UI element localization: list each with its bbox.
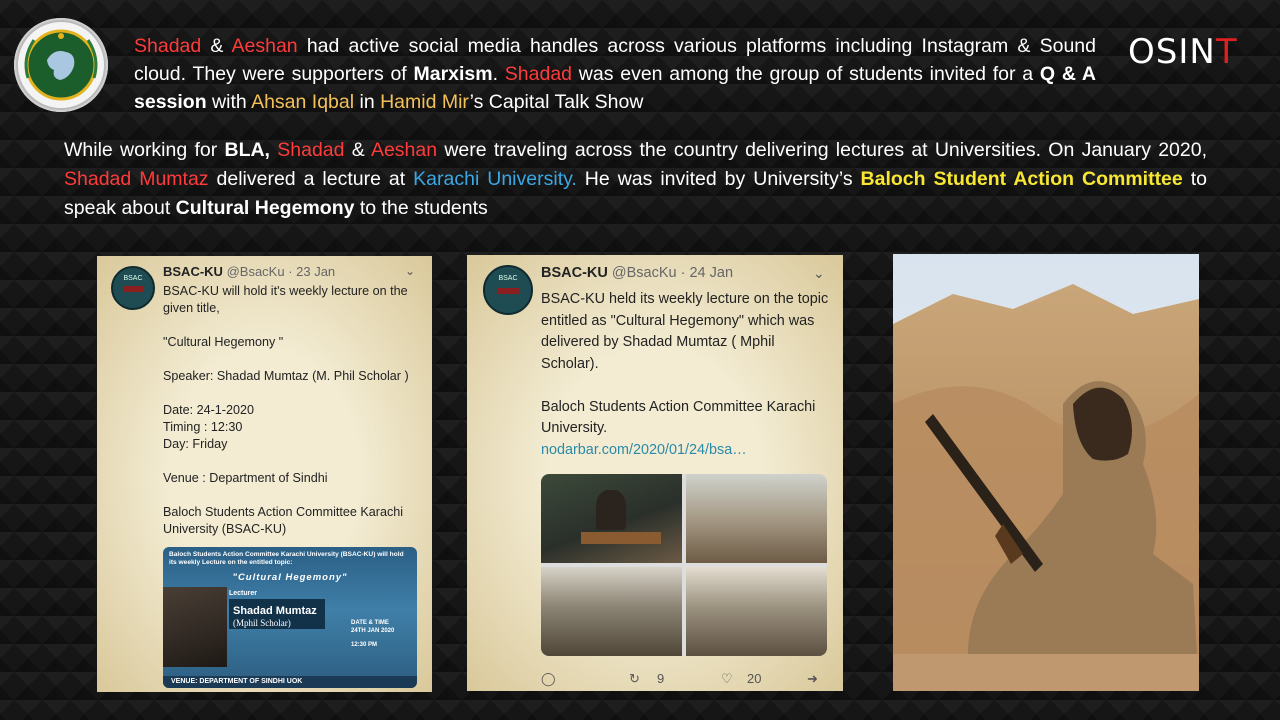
text-segment: & (344, 139, 371, 161)
chevron-down-icon[interactable]: ⌄ (405, 264, 416, 278)
name-shadad: Shadad (277, 139, 345, 161)
graduation-cap-icon (123, 286, 143, 292)
text-segment: in (354, 91, 381, 113)
tweet-header (541, 265, 733, 281)
text-segment: was even among the group of students invited for a (572, 63, 1040, 85)
lecture-photo-speaker[interactable] (541, 474, 682, 563)
name-shadad: Shadad (134, 35, 202, 57)
text-segment: . (492, 63, 505, 85)
place-karachi-university: Karachi University. (413, 168, 577, 190)
account-handle-date: @BsacKu · 24 Jan (611, 265, 734, 281)
poster-time: 12:30 PM (351, 642, 378, 648)
text-segment: ’s Capital Talk Show (469, 91, 644, 113)
text-segment: with (206, 91, 252, 113)
tweet-actions (541, 671, 831, 691)
term-cultural-hegemony: Cultural Hegemony (175, 197, 355, 219)
lecture-photo-students[interactable] (686, 567, 827, 656)
chevron-down-icon[interactable]: ⌄ (813, 265, 825, 281)
tweet-card-announcement (97, 256, 432, 692)
reply-icon[interactable]: ◯ (541, 671, 556, 686)
avatar (483, 265, 533, 315)
photo-scene (893, 254, 1199, 691)
term-qa-session: Q & A session (134, 63, 1097, 113)
term-bla: BLA, (224, 139, 270, 161)
text-segment: & (201, 35, 232, 57)
poster-title: Baloch Students Action Committee Karachi University (BSAC-KU) will hold its weekly Lecture on the entitled topic: (169, 551, 404, 566)
intro-paragraph (134, 32, 1096, 116)
retweet-icon[interactable]: ↻ (629, 671, 640, 686)
text-segment: to speak about (64, 168, 1207, 219)
tweet-link[interactable]: nodarbar.com/2020/01/24/bsa… (541, 442, 747, 458)
text-segment: He was invited by University’s (576, 168, 861, 190)
tweet-text: BSAC-KU will hold it's weekly lecture on the given title, "Cultural Hegemony " Speaker: Shadad Mumtaz (M. Phil Scholar ) Date: 24-1-2020 Timing : 12:30 Day: Friday Venue : Department of Sindhi Baloch Students Action Committee Karachi University (BSAC-KU) (163, 284, 409, 536)
account-name[interactable]: BSAC-KU (541, 265, 608, 281)
poster-lecturer-title: (Mphil Scholar) (233, 618, 291, 628)
brand-prefix: OSIN (1128, 32, 1216, 72)
emblem-icon (14, 18, 108, 112)
name-hamid-mir: Hamid Mir (380, 91, 470, 113)
poster-date-block (351, 619, 394, 649)
account-name[interactable]: BSAC-KU (163, 264, 223, 279)
name-aeshan: Aeshan (370, 139, 438, 161)
tweet-photo-grid[interactable] (541, 474, 827, 656)
heart-icon[interactable]: ♡ (721, 671, 733, 686)
text-segment: to the students (354, 197, 488, 219)
poster-lecturer-name: Shadad Mumtaz (233, 605, 317, 617)
name-shadad: Shadad (504, 63, 573, 85)
osint-brand (1128, 32, 1238, 72)
graduation-cap-icon (497, 288, 520, 294)
retweet-count: 9 (657, 671, 665, 686)
poster-venue: VENUE: DEPARTMENT OF SINDHI UOK (163, 676, 417, 688)
lecture-photo-hall[interactable] (541, 567, 682, 656)
lecture-photo-audience[interactable] (686, 474, 827, 563)
tweet-text: BSAC-KU held its weekly lecture on the topic entitled as "Cultural Hegemony" which was delivered by Shadad Mumtaz ( Mphil Scholar). Baloch Students Action Committee Karachi University. (541, 291, 829, 436)
poster-lecturer-label: Lecturer (229, 590, 258, 597)
text-segment: were traveling across the country delivering lectures at Universities. On January 2020, (437, 139, 1207, 161)
avatar (111, 266, 155, 310)
like-count: 20 (747, 671, 762, 686)
poster-date: 24TH JAN 2020 (351, 628, 395, 634)
lecture-paragraph (64, 136, 1207, 223)
name-aeshan: Aeshan (231, 35, 298, 57)
text-segment: While working for (64, 139, 225, 161)
text-segment: had active social media handles across various platforms including Instagram & Sound cloud. They were supporters of (134, 35, 1096, 85)
agency-logo (14, 18, 108, 112)
brand-suffix: T (1215, 32, 1238, 72)
name-ahsan-iqbal: Ahsan Iqbal (251, 91, 355, 113)
org-bsac: Baloch Student Action Committee (860, 168, 1183, 190)
avatar-text: BSAC (123, 275, 143, 283)
tweet-header (163, 264, 335, 279)
name-shadad-mumtaz: Shadad Mumtaz (64, 168, 209, 190)
account-handle-date: @BsacKu · 23 Jan (226, 264, 336, 279)
text-segment: delivered a lecture at (208, 168, 414, 190)
armed-photo (893, 254, 1199, 691)
lecture-poster (163, 547, 417, 688)
tweet-card-report (467, 255, 843, 691)
poster-topic: "Cultural Hegemony" (232, 572, 348, 583)
poster-date-label: DATE & TIME (351, 620, 389, 626)
term-marxism: Marxism (413, 63, 493, 85)
poster-lecturer-box (229, 599, 325, 629)
avatar-text: BSAC (498, 275, 518, 283)
share-icon[interactable]: ➜ (807, 671, 818, 686)
lecturer-photo (163, 587, 227, 667)
